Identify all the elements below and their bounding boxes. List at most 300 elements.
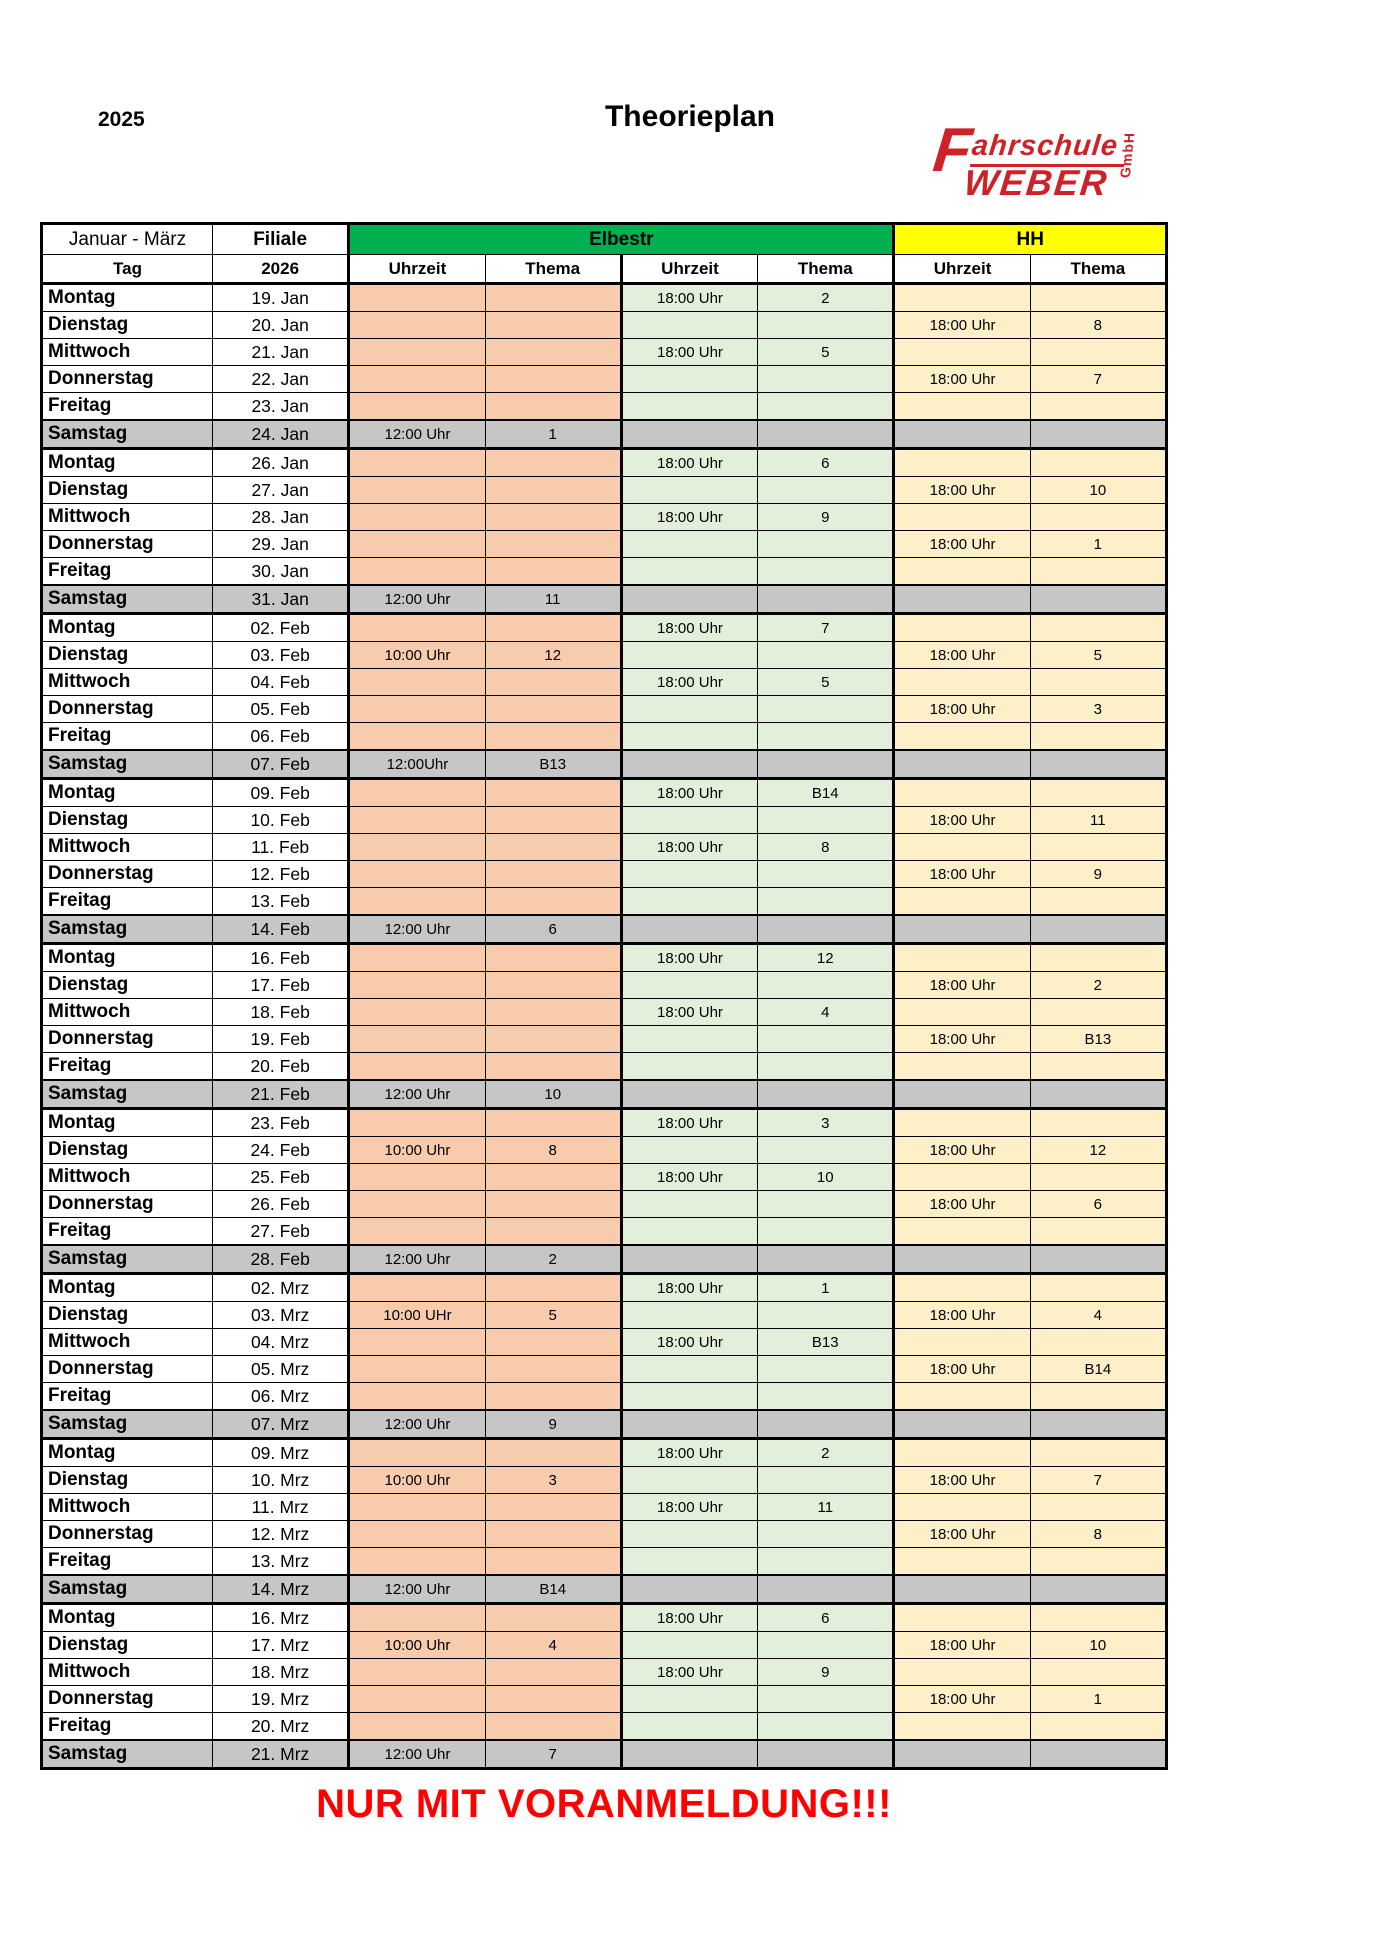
day-cell: Montag <box>42 779 213 807</box>
elbestr-morning-time-cell <box>349 284 485 312</box>
elbestr-evening-time-cell <box>621 1053 757 1081</box>
elbestr-morning-time-cell <box>349 723 485 751</box>
elbestr-evening-thema-cell: 9 <box>758 504 894 531</box>
elbestr-morning-time-cell <box>349 614 485 642</box>
hh-thema-cell <box>1030 1740 1166 1769</box>
elbestr-morning-time-cell <box>349 1274 485 1302</box>
elbestr-evening-thema-cell: 6 <box>758 449 894 477</box>
hh-time-cell: 18:00 Uhr <box>894 696 1030 723</box>
hh-thema-cell <box>1030 1659 1166 1686</box>
branch-hh-header: HH <box>894 224 1167 255</box>
elbestr-morning-thema-cell <box>485 1026 621 1053</box>
elbestr-morning-thema-cell: 2 <box>485 1245 621 1274</box>
hh-thema-cell <box>1030 1053 1166 1081</box>
elbestr-evening-thema-cell <box>758 420 894 449</box>
hh-time-cell: 18:00 Uhr <box>894 1632 1030 1659</box>
uhrzeit-header: Uhrzeit <box>349 255 485 284</box>
elbestr-evening-time-cell <box>621 1383 757 1411</box>
schedule-row <box>42 807 1167 834</box>
elbestr-morning-time-cell <box>349 1026 485 1053</box>
date-cell: 26. Jan <box>213 449 349 477</box>
elbestr-morning-time-cell <box>349 807 485 834</box>
schedule-row <box>42 1686 1167 1713</box>
day-cell: Mittwoch <box>42 999 213 1026</box>
elbestr-evening-time-cell <box>621 861 757 888</box>
day-cell: Freitag <box>42 558 213 586</box>
schedule-row <box>42 312 1167 339</box>
elbestr-evening-time-cell: 18:00 Uhr <box>621 999 757 1026</box>
date-cell: 04. Mrz <box>213 1329 349 1356</box>
elbestr-evening-time-cell: 18:00 Uhr <box>621 504 757 531</box>
day-cell: Dienstag <box>42 972 213 999</box>
elbestr-evening-thema-cell <box>758 312 894 339</box>
elbestr-evening-time-cell <box>621 1356 757 1383</box>
date-cell: 23. Feb <box>213 1109 349 1137</box>
elbestr-morning-thema-cell <box>485 1329 621 1356</box>
elbestr-morning-time-cell: 12:00 Uhr <box>349 915 485 944</box>
schedule-row <box>42 1329 1167 1356</box>
elbestr-morning-thema-cell <box>485 312 621 339</box>
voranmeldung-notice: NUR MIT VORANMELDUNG!!! <box>316 1782 892 1826</box>
elbestr-morning-thema-cell <box>485 284 621 312</box>
hh-time-cell <box>894 558 1030 586</box>
elbestr-morning-time-cell <box>349 944 485 972</box>
hh-time-cell <box>894 1329 1030 1356</box>
elbestr-morning-time-cell <box>349 339 485 366</box>
hh-thema-cell: 10 <box>1030 477 1166 504</box>
day-cell: Mittwoch <box>42 339 213 366</box>
elbestr-evening-thema-cell <box>758 531 894 558</box>
elbestr-evening-time-cell <box>621 1686 757 1713</box>
elbestr-morning-thema-cell: 5 <box>485 1302 621 1329</box>
schedule-row <box>42 614 1167 642</box>
hh-thema-cell <box>1030 944 1166 972</box>
elbestr-evening-time-cell: 18:00 Uhr <box>621 284 757 312</box>
elbestr-morning-time-cell <box>349 531 485 558</box>
hh-thema-cell <box>1030 1329 1166 1356</box>
hh-time-cell <box>894 1274 1030 1302</box>
date-cell: 09. Feb <box>213 779 349 807</box>
schedule-row <box>42 1274 1167 1302</box>
period-header: Januar - März <box>42 224 213 255</box>
fahrschule-weber-logo <box>928 116 1146 206</box>
elbestr-evening-time-cell: 18:00 Uhr <box>621 1274 757 1302</box>
date-cell: 19. Feb <box>213 1026 349 1053</box>
date-cell: 11. Mrz <box>213 1494 349 1521</box>
elbestr-morning-thema-cell <box>485 1383 621 1411</box>
elbestr-morning-thema-cell: 4 <box>485 1632 621 1659</box>
hh-thema-cell: 1 <box>1030 531 1166 558</box>
hh-thema-cell <box>1030 1218 1166 1246</box>
hh-thema-cell: 3 <box>1030 696 1166 723</box>
elbestr-morning-time-cell <box>349 861 485 888</box>
elbestr-morning-thema-cell <box>485 1604 621 1632</box>
elbestr-evening-time-cell <box>621 420 757 449</box>
elbestr-evening-thema-cell <box>758 1053 894 1081</box>
day-cell: Montag <box>42 614 213 642</box>
date-cell: 18. Mrz <box>213 1659 349 1686</box>
elbestr-morning-time-cell <box>349 1329 485 1356</box>
elbestr-evening-thema-cell <box>758 558 894 586</box>
schedule-row <box>42 1356 1167 1383</box>
schedule-row <box>42 1659 1167 1686</box>
schedule-row <box>42 284 1167 312</box>
day-cell: Dienstag <box>42 642 213 669</box>
elbestr-evening-thema-cell: 5 <box>758 339 894 366</box>
day-cell: Donnerstag <box>42 1026 213 1053</box>
day-cell: Donnerstag <box>42 1191 213 1218</box>
elbestr-evening-thema-cell <box>758 1356 894 1383</box>
elbestr-morning-time-cell: 12:00 Uhr <box>349 585 485 614</box>
elbestr-evening-time-cell: 18:00 Uhr <box>621 614 757 642</box>
day-cell: Samstag <box>42 1410 213 1439</box>
hh-thema-cell: 2 <box>1030 972 1166 999</box>
elbestr-morning-time-cell <box>349 1548 485 1576</box>
elbestr-morning-time-cell <box>349 888 485 916</box>
elbestr-morning-thema-cell <box>485 393 621 421</box>
date-cell: 17. Feb <box>213 972 349 999</box>
day-cell: Samstag <box>42 420 213 449</box>
elbestr-evening-time-cell: 18:00 Uhr <box>621 449 757 477</box>
date-cell: 18. Feb <box>213 999 349 1026</box>
saturday-row <box>42 1410 1167 1439</box>
elbestr-evening-time-cell: 18:00 Uhr <box>621 669 757 696</box>
elbestr-morning-thema-cell: B14 <box>485 1575 621 1604</box>
elbestr-morning-time-cell <box>349 1521 485 1548</box>
schedule-row <box>42 1632 1167 1659</box>
day-cell: Donnerstag <box>42 1686 213 1713</box>
elbestr-evening-thema-cell <box>758 696 894 723</box>
date-cell: 31. Jan <box>213 585 349 614</box>
day-cell: Samstag <box>42 750 213 779</box>
hh-time-cell <box>894 614 1030 642</box>
elbestr-morning-time-cell <box>349 1494 485 1521</box>
saturday-row <box>42 750 1167 779</box>
schedule-row <box>42 944 1167 972</box>
hh-thema-cell: 1 <box>1030 1686 1166 1713</box>
hh-thema-cell <box>1030 1109 1166 1137</box>
elbestr-morning-thema-cell <box>485 339 621 366</box>
elbestr-evening-time-cell: 18:00 Uhr <box>621 1659 757 1686</box>
date-cell: 09. Mrz <box>213 1439 349 1467</box>
hh-thema-cell: 6 <box>1030 1191 1166 1218</box>
hh-thema-cell <box>1030 834 1166 861</box>
schedule-row <box>42 999 1167 1026</box>
hh-thema-cell <box>1030 585 1166 614</box>
branch-elbestr-header: Elbestr <box>349 224 894 255</box>
elbestr-morning-thema-cell <box>485 614 621 642</box>
elbestr-evening-time-cell <box>621 696 757 723</box>
elbestr-morning-thema-cell <box>485 669 621 696</box>
elbestr-morning-thema-cell <box>485 558 621 586</box>
logo-weber-text: WEBER <box>962 162 1111 203</box>
date-cell: 12. Mrz <box>213 1521 349 1548</box>
hh-thema-cell <box>1030 888 1166 916</box>
elbestr-evening-time-cell <box>621 972 757 999</box>
schedule-row <box>42 477 1167 504</box>
schedule-row <box>42 1302 1167 1329</box>
hh-thema-cell <box>1030 1575 1166 1604</box>
hh-time-cell: 18:00 Uhr <box>894 642 1030 669</box>
elbestr-morning-thema-cell <box>485 1659 621 1686</box>
day-cell: Samstag <box>42 1080 213 1109</box>
elbestr-morning-time-cell: 10:00 Uhr <box>349 1467 485 1494</box>
hh-time-cell <box>894 1604 1030 1632</box>
elbestr-morning-time-cell <box>349 1053 485 1081</box>
elbestr-morning-time-cell <box>349 1218 485 1246</box>
hh-thema-cell: B14 <box>1030 1356 1166 1383</box>
day-cell: Montag <box>42 944 213 972</box>
day-cell: Dienstag <box>42 1632 213 1659</box>
hh-time-cell <box>894 999 1030 1026</box>
elbestr-evening-time-cell <box>621 915 757 944</box>
elbestr-evening-time-cell <box>621 558 757 586</box>
uhrzeit-header: Uhrzeit <box>621 255 757 284</box>
elbestr-morning-time-cell <box>349 393 485 421</box>
hh-thema-cell: 7 <box>1030 1467 1166 1494</box>
hh-time-cell <box>894 420 1030 449</box>
elbestr-evening-thema-cell <box>758 1191 894 1218</box>
hh-thema-cell <box>1030 284 1166 312</box>
date-cell: 02. Feb <box>213 614 349 642</box>
date-cell: 05. Mrz <box>213 1356 349 1383</box>
hh-time-cell <box>894 1659 1030 1686</box>
elbestr-morning-time-cell <box>349 504 485 531</box>
elbestr-evening-thema-cell <box>758 477 894 504</box>
saturday-row <box>42 585 1167 614</box>
hh-time-cell: 18:00 Uhr <box>894 477 1030 504</box>
day-cell: Freitag <box>42 1053 213 1081</box>
day-cell: Samstag <box>42 1575 213 1604</box>
date-cell: 23. Jan <box>213 393 349 421</box>
schedule-row <box>42 834 1167 861</box>
date-cell: 20. Jan <box>213 312 349 339</box>
hh-thema-cell <box>1030 1604 1166 1632</box>
uhrzeit-header: Uhrzeit <box>894 255 1030 284</box>
elbestr-evening-time-cell: 18:00 Uhr <box>621 1439 757 1467</box>
elbestr-evening-thema-cell: 8 <box>758 834 894 861</box>
date-cell: 28. Jan <box>213 504 349 531</box>
schedule-row <box>42 642 1167 669</box>
hh-thema-cell <box>1030 1274 1166 1302</box>
elbestr-morning-thema-cell: 6 <box>485 915 621 944</box>
elbestr-morning-thema-cell <box>485 1439 621 1467</box>
year-label: 2025 <box>98 108 145 131</box>
day-cell: Donnerstag <box>42 1356 213 1383</box>
elbestr-evening-time-cell: 18:00 Uhr <box>621 1109 757 1137</box>
day-cell: Mittwoch <box>42 669 213 696</box>
hh-thema-cell <box>1030 614 1166 642</box>
logo-fahrschule-text: ahrschule <box>970 130 1128 167</box>
elbestr-evening-thema-cell <box>758 1080 894 1109</box>
elbestr-evening-thema-cell <box>758 723 894 751</box>
elbestr-evening-thema-cell: 4 <box>758 999 894 1026</box>
date-cell: 29. Jan <box>213 531 349 558</box>
date-cell: 26. Feb <box>213 1191 349 1218</box>
elbestr-evening-thema-cell <box>758 1740 894 1769</box>
elbestr-morning-time-cell <box>349 1686 485 1713</box>
day-cell: Dienstag <box>42 1302 213 1329</box>
elbestr-morning-thema-cell <box>485 1274 621 1302</box>
schedule-row <box>42 1467 1167 1494</box>
elbestr-evening-thema-cell <box>758 888 894 916</box>
saturday-row <box>42 1740 1167 1769</box>
elbestr-evening-time-cell <box>621 807 757 834</box>
date-cell: 13. Feb <box>213 888 349 916</box>
elbestr-evening-thema-cell <box>758 750 894 779</box>
elbestr-morning-thema-cell: 7 <box>485 1740 621 1769</box>
elbestr-evening-thema-cell <box>758 1302 894 1329</box>
hh-thema-cell: 9 <box>1030 861 1166 888</box>
elbestr-evening-thema-cell <box>758 915 894 944</box>
hh-time-cell <box>894 779 1030 807</box>
schedule-row <box>42 972 1167 999</box>
hh-time-cell: 18:00 Uhr <box>894 1356 1030 1383</box>
schedule-row <box>42 1191 1167 1218</box>
elbestr-morning-time-cell: 12:00Uhr <box>349 750 485 779</box>
hh-time-cell <box>894 1494 1030 1521</box>
elbestr-evening-thema-cell: 3 <box>758 1109 894 1137</box>
day-cell: Mittwoch <box>42 504 213 531</box>
hh-thema-cell: B13 <box>1030 1026 1166 1053</box>
hh-thema-cell <box>1030 750 1166 779</box>
elbestr-morning-thema-cell <box>485 1191 621 1218</box>
hh-thema-cell <box>1030 779 1166 807</box>
date-cell: 07. Feb <box>213 750 349 779</box>
hh-time-cell: 18:00 Uhr <box>894 312 1030 339</box>
date-cell: 02. Mrz <box>213 1274 349 1302</box>
schedule-row <box>42 779 1167 807</box>
hh-time-cell <box>894 449 1030 477</box>
hh-time-cell <box>894 1218 1030 1246</box>
elbestr-morning-time-cell: 12:00 Uhr <box>349 1410 485 1439</box>
elbestr-evening-time-cell <box>621 1548 757 1576</box>
hh-time-cell <box>894 284 1030 312</box>
day-cell: Montag <box>42 1604 213 1632</box>
hh-thema-cell: 8 <box>1030 1521 1166 1548</box>
elbestr-evening-thema-cell: 6 <box>758 1604 894 1632</box>
elbestr-evening-time-cell: 18:00 Uhr <box>621 779 757 807</box>
elbestr-evening-time-cell <box>621 393 757 421</box>
elbestr-morning-thema-cell <box>485 696 621 723</box>
elbestr-evening-time-cell <box>621 723 757 751</box>
hh-time-cell: 18:00 Uhr <box>894 1191 1030 1218</box>
day-cell: Montag <box>42 1274 213 1302</box>
date-cell: 10. Mrz <box>213 1467 349 1494</box>
date-cell: 24. Feb <box>213 1137 349 1164</box>
elbestr-morning-time-cell <box>349 1439 485 1467</box>
elbestr-evening-thema-cell <box>758 1548 894 1576</box>
elbestr-evening-time-cell <box>621 531 757 558</box>
hh-time-cell <box>894 585 1030 614</box>
elbestr-evening-thema-cell <box>758 1026 894 1053</box>
logo-gmbh-text: GmbH <box>1116 132 1138 178</box>
day-cell: Samstag <box>42 1245 213 1274</box>
elbestr-evening-thema-cell <box>758 807 894 834</box>
elbestr-morning-thema-cell <box>485 1494 621 1521</box>
elbestr-morning-time-cell <box>349 1191 485 1218</box>
hh-thema-cell <box>1030 1439 1166 1467</box>
schedule-header <box>42 224 1167 284</box>
elbestr-evening-time-cell <box>621 1632 757 1659</box>
hh-time-cell <box>894 504 1030 531</box>
elbestr-morning-thema-cell: 11 <box>485 585 621 614</box>
day-cell: Mittwoch <box>42 1659 213 1686</box>
schedule-row <box>42 1548 1167 1576</box>
hh-time-cell <box>894 915 1030 944</box>
schedule-row <box>42 449 1167 477</box>
elbestr-morning-thema-cell <box>485 1218 621 1246</box>
elbestr-morning-thema-cell <box>485 834 621 861</box>
hh-time-cell <box>894 1410 1030 1439</box>
hh-thema-cell <box>1030 999 1166 1026</box>
date-cell: 17. Mrz <box>213 1632 349 1659</box>
schedule-row <box>42 696 1167 723</box>
hh-thema-cell <box>1030 1080 1166 1109</box>
day-cell: Montag <box>42 1109 213 1137</box>
schedule-row <box>42 339 1167 366</box>
elbestr-morning-thema-cell <box>485 972 621 999</box>
date-cell: 16. Feb <box>213 944 349 972</box>
day-cell: Donnerstag <box>42 1521 213 1548</box>
hh-time-cell <box>894 393 1030 421</box>
hh-time-cell <box>894 1575 1030 1604</box>
date-cell: 21. Feb <box>213 1080 349 1109</box>
elbestr-evening-time-cell: 18:00 Uhr <box>621 1164 757 1191</box>
hh-time-cell: 18:00 Uhr <box>894 1026 1030 1053</box>
elbestr-evening-thema-cell <box>758 585 894 614</box>
date-cell: 14. Mrz <box>213 1575 349 1604</box>
elbestr-morning-time-cell: 10:00 Uhr <box>349 642 485 669</box>
day-cell: Freitag <box>42 723 213 751</box>
day-cell: Donnerstag <box>42 696 213 723</box>
elbestr-evening-thema-cell <box>758 972 894 999</box>
schedule-body <box>42 284 1167 1769</box>
elbestr-evening-thema-cell <box>758 1632 894 1659</box>
elbestr-evening-thema-cell <box>758 642 894 669</box>
elbestr-evening-time-cell <box>621 312 757 339</box>
day-cell: Mittwoch <box>42 1494 213 1521</box>
elbestr-evening-time-cell: 18:00 Uhr <box>621 834 757 861</box>
elbestr-morning-time-cell <box>349 1164 485 1191</box>
elbestr-morning-time-cell <box>349 779 485 807</box>
day-cell: Samstag <box>42 1740 213 1769</box>
hh-time-cell: 18:00 Uhr <box>894 807 1030 834</box>
schedule-row <box>42 1109 1167 1137</box>
elbestr-evening-thema-cell <box>758 1521 894 1548</box>
date-cell: 03. Mrz <box>213 1302 349 1329</box>
elbestr-morning-thema-cell <box>485 1109 621 1137</box>
day-cell: Samstag <box>42 585 213 614</box>
elbestr-evening-time-cell <box>621 1191 757 1218</box>
date-cell: 10. Feb <box>213 807 349 834</box>
day-cell: Dienstag <box>42 312 213 339</box>
elbestr-morning-time-cell <box>349 696 485 723</box>
day-cell: Montag <box>42 449 213 477</box>
schedule-row <box>42 861 1167 888</box>
page-title: Theorieplan <box>604 100 776 133</box>
hh-thema-cell <box>1030 1383 1166 1411</box>
schedule-row <box>42 1713 1167 1741</box>
elbestr-evening-time-cell <box>621 1026 757 1053</box>
elbestr-morning-thema-cell <box>485 1053 621 1081</box>
elbestr-evening-thema-cell <box>758 1713 894 1741</box>
day-cell: Freitag <box>42 1713 213 1741</box>
date-cell: 04. Feb <box>213 669 349 696</box>
hh-time-cell: 18:00 Uhr <box>894 861 1030 888</box>
elbestr-morning-thema-cell <box>485 1521 621 1548</box>
elbestr-evening-thema-cell <box>758 1218 894 1246</box>
